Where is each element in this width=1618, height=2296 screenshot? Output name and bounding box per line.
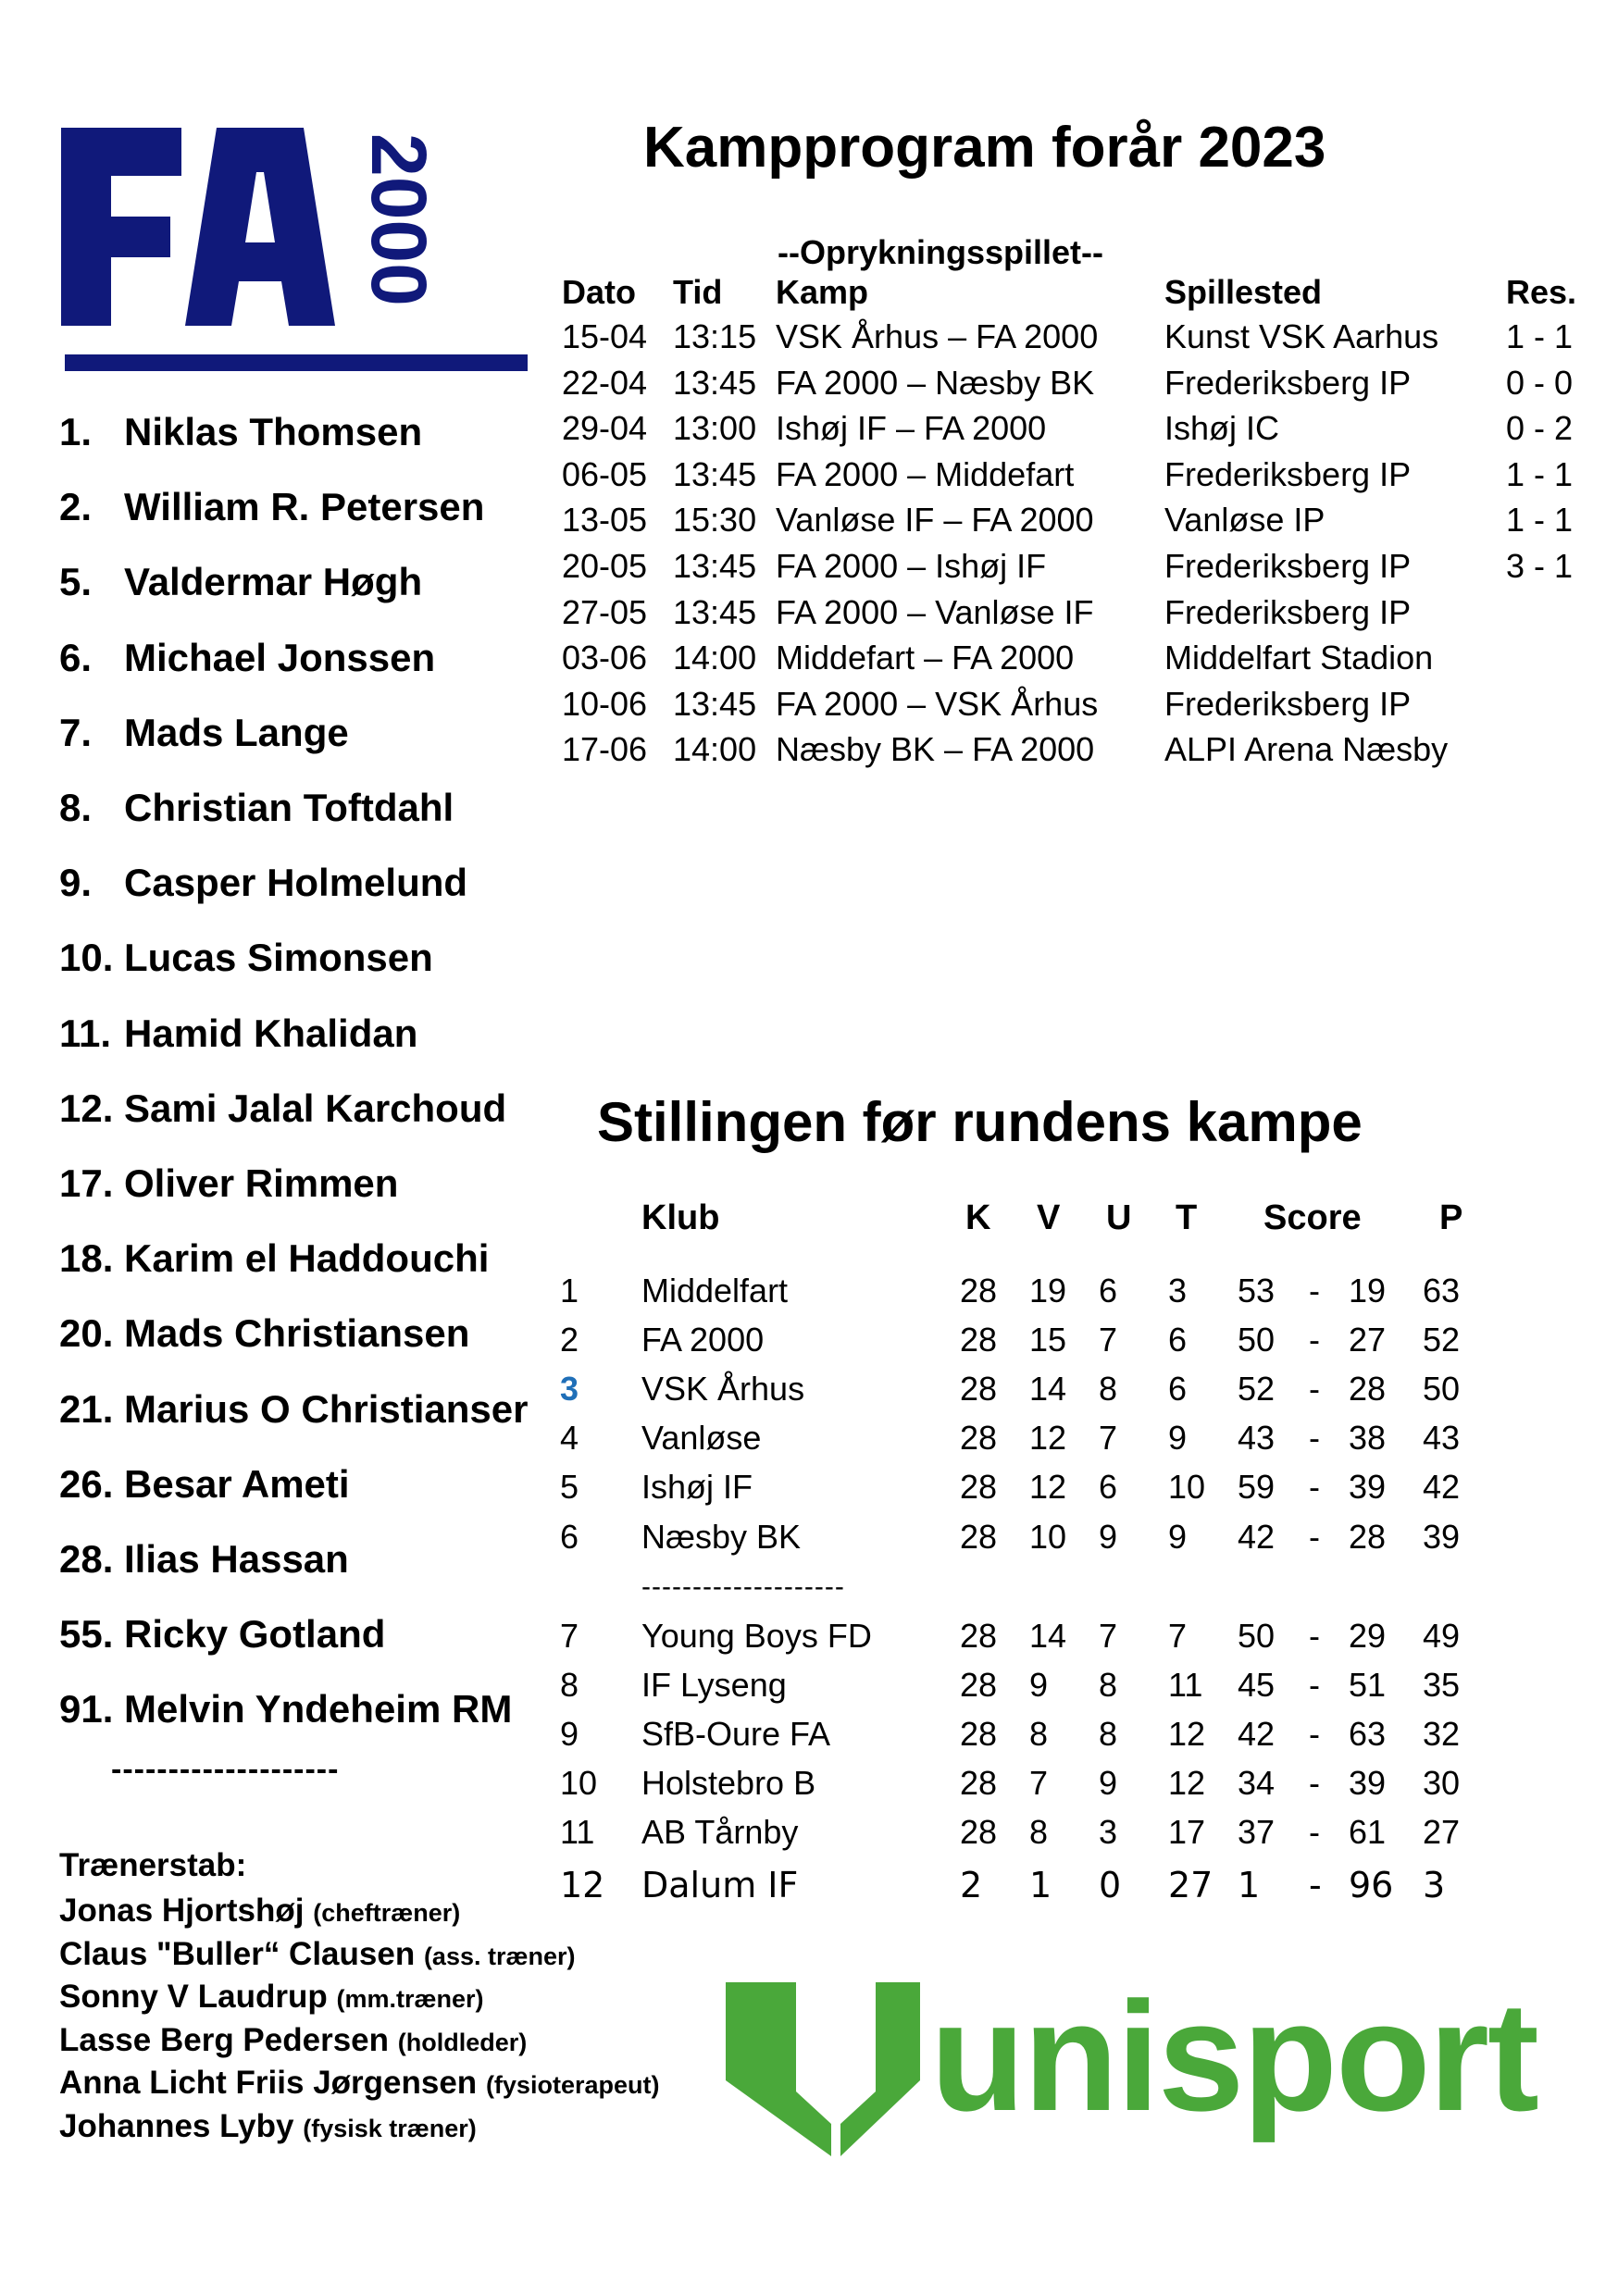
standings-p: 43 [1423, 1419, 1461, 1457]
player-name: Mads Christiansen [124, 1311, 470, 1356]
match-dato: 15-04 [562, 317, 648, 355]
standings-t: 3 [1168, 1272, 1188, 1309]
player-row [59, 1686, 512, 1732]
standings-k: 28 [960, 1468, 998, 1506]
match-tid: 13:45 [673, 592, 757, 631]
match-sted: Frederiksberg IP [1164, 547, 1412, 585]
player-row [59, 710, 349, 756]
staff-name: Johannes Lyby [59, 2107, 294, 2144]
standings-p: 50 [1423, 1370, 1461, 1408]
standings-pos: 1 [560, 1272, 579, 1309]
standings-p: 39 [1423, 1518, 1461, 1556]
standings-pos: 11 [560, 1813, 595, 1851]
standings-pos: 10 [560, 1764, 598, 1802]
schedule-subtitle: --Oprykningsspillet-- [778, 233, 1104, 271]
player-name: Ilias Hassan [124, 1537, 349, 1581]
standings-v: 1 [1029, 1865, 1052, 1905]
player-name: Christian Toftdahl [124, 786, 454, 829]
header-score: Score [1263, 1198, 1362, 1237]
standings-t: 7 [1168, 1617, 1188, 1655]
standings-klub: SfB-Oure FA [641, 1715, 831, 1753]
staff-member [59, 1934, 576, 1977]
player-number: 18. [59, 1236, 114, 1281]
match-kamp: FA 2000 – Næsby BK [776, 363, 1095, 402]
player-number: 20. [59, 1311, 114, 1356]
standings-p: 27 [1423, 1813, 1461, 1851]
header-res: Res. [1506, 273, 1577, 311]
standings-sf: 50 [1238, 1617, 1276, 1655]
match-kamp: Vanløse IF – FA 2000 [776, 501, 1094, 540]
standings-v: 9 [1029, 1666, 1049, 1704]
match-dato: 20-05 [562, 547, 648, 585]
staff-role: (holdleder) [397, 2028, 528, 2056]
standings-v: 14 [1029, 1370, 1067, 1408]
match-dato: 06-05 [562, 454, 648, 493]
standings-klub: Næsby BK [641, 1518, 802, 1556]
standings-k: 28 [960, 1617, 998, 1655]
standings-sa: 28 [1349, 1518, 1387, 1556]
header-k: K [965, 1198, 991, 1237]
match-kamp: FA 2000 – Middefart [776, 454, 1075, 493]
standings-klub: Holstebro B [641, 1764, 816, 1802]
standings-pos: 4 [560, 1419, 579, 1457]
player-number: 7. [59, 710, 93, 754]
player-name: Hamid Khalidan [124, 1011, 418, 1055]
match-sted: Frederiksberg IP [1164, 592, 1412, 631]
player-row [59, 1536, 349, 1582]
match-kamp: Middefart – FA 2000 [776, 639, 1075, 677]
standings-sa: 51 [1349, 1666, 1387, 1704]
match-dato: 22-04 [562, 363, 648, 402]
standings-pos: 12 [560, 1865, 605, 1905]
player-row [59, 1086, 506, 1132]
header-dato: Dato [562, 273, 636, 311]
player-row [59, 1235, 489, 1282]
standings-dash: - [1309, 1764, 1320, 1802]
standings-pos: 2 [560, 1321, 579, 1359]
standings-sf: 37 [1238, 1813, 1276, 1851]
header-u: U [1106, 1198, 1132, 1237]
standings-sa: 63 [1349, 1715, 1387, 1753]
staff-name: Sonny V Laudrup [59, 1979, 328, 2015]
player-name: Oliver Rimmen [124, 1161, 399, 1205]
standings-t: 12 [1168, 1715, 1206, 1753]
standings-klub: VSK Århus [641, 1370, 805, 1408]
standings-t: 11 [1168, 1666, 1203, 1704]
standings-t: 9 [1168, 1518, 1188, 1556]
standings-title: Stillingen før rundens kampe [597, 1091, 1363, 1153]
player-row [59, 935, 433, 981]
standings-sf: 45 [1238, 1666, 1276, 1704]
match-sted: Middelfart Stadion [1164, 639, 1434, 677]
staff-member [59, 2063, 659, 2105]
player-row [59, 1310, 469, 1357]
standings-pos: 3 [560, 1370, 579, 1408]
standings-sa: 96 [1349, 1865, 1394, 1905]
match-res: 0 - 2 [1506, 409, 1574, 448]
match-sted: Frederiksberg IP [1164, 454, 1412, 493]
player-row [59, 1461, 350, 1508]
standings-p: 3 [1423, 1865, 1446, 1905]
match-dato: 10-06 [562, 684, 648, 723]
player-name: William R. Petersen [124, 485, 485, 529]
player-name: Niklas Thomsen [124, 410, 423, 453]
player-name: Ricky Gotland [124, 1612, 386, 1657]
standings-v: 8 [1029, 1715, 1049, 1753]
standings-v: 8 [1029, 1813, 1049, 1851]
player-row [59, 1011, 417, 1057]
standings-k: 28 [960, 1272, 998, 1309]
match-dato: 17-06 [562, 730, 648, 769]
standings-u: 3 [1099, 1813, 1118, 1851]
staff-member [59, 2106, 477, 2149]
player-number: 21. [59, 1386, 114, 1431]
standings-pos: 5 [560, 1468, 579, 1506]
standings-dash: - [1309, 1419, 1320, 1457]
standings-k: 28 [960, 1321, 998, 1359]
standings-p: 49 [1423, 1617, 1461, 1655]
player-name: Valdermar Høgh [124, 560, 423, 604]
player-number: 91. [59, 1687, 114, 1731]
standings-sf: 52 [1238, 1370, 1276, 1408]
standings-v: 19 [1029, 1272, 1067, 1309]
staff-role: (ass. træner) [423, 1942, 576, 1970]
staff-title: Trænerstab: [59, 1847, 247, 1883]
player-name: Karim el Haddouchi [124, 1236, 490, 1281]
standings-sa: 38 [1349, 1419, 1387, 1457]
match-res: 3 - 1 [1506, 547, 1574, 585]
player-row [59, 1386, 528, 1433]
player-number: 5. [59, 560, 93, 604]
standings-sa: 19 [1349, 1272, 1387, 1309]
standings-u: 0 [1099, 1865, 1122, 1905]
standings-dash: - [1309, 1813, 1320, 1851]
standings-sa: 39 [1349, 1764, 1387, 1802]
match-res: 1 - 1 [1506, 317, 1574, 355]
match-dato: 27-05 [562, 592, 648, 631]
standings-sf: 1 [1238, 1865, 1261, 1905]
standings-v: 7 [1029, 1764, 1049, 1802]
standings-sa: 39 [1349, 1468, 1387, 1506]
standings-u: 8 [1099, 1666, 1118, 1704]
match-sted: Frederiksberg IP [1164, 363, 1412, 402]
standings-sa: 27 [1349, 1321, 1387, 1359]
player-number: 9. [59, 861, 93, 905]
standings-divider: -------------------- [641, 1571, 845, 1602]
header-klub: Klub [641, 1198, 720, 1237]
standings-klub: Ishøj IF [641, 1468, 753, 1506]
standings-u: 8 [1099, 1370, 1118, 1408]
standings-dash: - [1309, 1468, 1320, 1506]
logo-year: 2000 [355, 133, 442, 306]
standings-klub: Dalum IF [641, 1865, 799, 1905]
header-v: V [1037, 1198, 1061, 1237]
player-row [59, 409, 422, 455]
player-number: 10. [59, 936, 114, 980]
player-number: 12. [59, 1086, 114, 1130]
standings-dash: - [1309, 1715, 1320, 1753]
staff-name: Claus "Buller“ Clausen [59, 1935, 416, 1972]
player-number: 28. [59, 1537, 114, 1581]
match-dato: 13-05 [562, 501, 648, 540]
standings-klub: FA 2000 [641, 1321, 765, 1359]
standings-dash: - [1309, 1518, 1320, 1556]
standings-dash: - [1309, 1272, 1320, 1309]
logo-underline [65, 354, 528, 371]
match-kamp: Ishøj IF – FA 2000 [776, 409, 1047, 448]
standings-p: 63 [1423, 1272, 1461, 1309]
standings-u: 9 [1099, 1518, 1118, 1556]
standings-dash: - [1309, 1666, 1320, 1704]
player-name: Melvin Yndeheim RM [124, 1687, 513, 1731]
standings-klub: Young Boys FD [641, 1617, 872, 1655]
staff-role: (mm.træner) [336, 1985, 484, 2013]
staff-name: Lasse Berg Pedersen [59, 2021, 390, 2058]
staff-member [59, 2020, 527, 2063]
fa-2000-logo [61, 124, 529, 376]
standings-k: 28 [960, 1715, 998, 1753]
standings-dash: - [1309, 1370, 1320, 1408]
match-res: 1 - 1 [1506, 454, 1574, 493]
standings-p: 32 [1423, 1715, 1461, 1753]
header-t: T [1176, 1198, 1198, 1237]
standings-sf: 34 [1238, 1764, 1276, 1802]
standings-k: 28 [960, 1666, 998, 1704]
match-tid: 13:45 [673, 547, 757, 585]
standings-t: 27 [1168, 1865, 1214, 1905]
match-kamp: FA 2000 – Ishøj IF [776, 547, 1047, 585]
standings-t: 6 [1168, 1370, 1188, 1408]
standings-p: 52 [1423, 1321, 1461, 1359]
standings-u: 6 [1099, 1468, 1118, 1506]
standings-sf: 53 [1238, 1272, 1276, 1309]
player-row [59, 559, 422, 605]
player-row [59, 635, 435, 681]
standings-v: 12 [1029, 1419, 1067, 1457]
match-tid: 13:15 [673, 317, 757, 355]
player-number: 55. [59, 1612, 114, 1657]
match-kamp: FA 2000 – VSK Århus [776, 684, 1099, 723]
staff-role: (fysioterapeut) [485, 2071, 660, 2099]
player-row [59, 860, 467, 906]
player-name: Marius O Christianser [124, 1386, 529, 1431]
match-tid: 14:00 [673, 639, 757, 677]
staff-member [59, 1977, 484, 2019]
player-row [59, 1611, 385, 1657]
player-row [59, 1160, 398, 1207]
standings-t: 12 [1168, 1764, 1206, 1802]
standings-v: 14 [1029, 1617, 1067, 1655]
match-tid: 13:45 [673, 684, 757, 723]
standings-sf: 42 [1238, 1715, 1276, 1753]
header-tid: Tid [673, 273, 723, 311]
standings-k: 28 [960, 1764, 998, 1802]
match-sted: Vanløse IP [1164, 501, 1326, 540]
standings-sf: 50 [1238, 1321, 1276, 1359]
player-row [59, 484, 484, 530]
standings-v: 12 [1029, 1468, 1067, 1506]
standings-t: 10 [1168, 1468, 1206, 1506]
schedule-title: Kampprogram forår 2023 [643, 116, 1326, 180]
standings-dash: - [1309, 1865, 1322, 1905]
player-name: Michael Jonssen [124, 635, 436, 679]
standings-k: 2 [960, 1865, 983, 1905]
standings-t: 6 [1168, 1321, 1188, 1359]
standings-k: 28 [960, 1518, 998, 1556]
player-name: Sami Jalal Karchoud [124, 1086, 507, 1130]
match-sted: ALPI Arena Næsby [1164, 730, 1449, 769]
standings-u: 9 [1099, 1764, 1118, 1802]
match-kamp: Næsby BK – FA 2000 [776, 730, 1095, 769]
standings-sf: 43 [1238, 1419, 1276, 1457]
standings-u: 6 [1099, 1272, 1118, 1309]
standings-pos: 7 [560, 1617, 579, 1655]
standings-v: 15 [1029, 1321, 1067, 1359]
player-name: Casper Holmelund [124, 861, 468, 905]
match-dato: 03-06 [562, 639, 648, 677]
match-sted: Ishøj IC [1164, 409, 1280, 448]
standings-sa: 28 [1349, 1370, 1387, 1408]
roster-divider: -------------------- [111, 1752, 340, 1787]
standings-t: 17 [1168, 1813, 1206, 1851]
staff-member [59, 1891, 460, 1933]
header-kamp: Kamp [776, 273, 869, 311]
match-sted: Frederiksberg IP [1164, 684, 1412, 723]
standings-p: 35 [1423, 1666, 1461, 1704]
standings-u: 7 [1099, 1321, 1118, 1359]
staff-role: (fysisk træner) [303, 2114, 477, 2142]
standings-t: 9 [1168, 1419, 1188, 1457]
player-name: Lucas Simonsen [124, 936, 433, 980]
standings-u: 7 [1099, 1419, 1118, 1457]
standings-sa: 61 [1349, 1813, 1387, 1851]
match-tid: 13:45 [673, 363, 757, 402]
match-tid: 13:45 [673, 454, 757, 493]
sponsor-wordmark: unisport [930, 1969, 1537, 2143]
player-number: 6. [59, 635, 93, 679]
player-row [59, 785, 454, 831]
standings-p: 30 [1423, 1764, 1461, 1802]
standings-u: 7 [1099, 1617, 1118, 1655]
staff-name: Anna Licht Friis Jørgensen [59, 2065, 478, 2101]
standings-klub: AB Tårnby [641, 1813, 799, 1851]
match-tid: 14:00 [673, 730, 757, 769]
standings-p: 42 [1423, 1468, 1461, 1506]
match-sted: Kunst VSK Aarhus [1164, 317, 1439, 355]
standings-dash: - [1309, 1321, 1320, 1359]
header-p: P [1439, 1198, 1463, 1237]
staff-name: Jonas Hjortshøj [59, 1893, 305, 1929]
standings-k: 28 [960, 1419, 998, 1457]
standings-v: 10 [1029, 1518, 1067, 1556]
standings-sa: 29 [1349, 1617, 1387, 1655]
match-res: 1 - 1 [1506, 501, 1574, 540]
standings-pos: 9 [560, 1715, 579, 1753]
standings-u: 8 [1099, 1715, 1118, 1753]
player-number: 26. [59, 1461, 114, 1506]
standings-dash: - [1309, 1617, 1320, 1655]
player-number: 1. [59, 410, 93, 453]
player-number: 11. [59, 1011, 112, 1055]
staff-role: (cheftræner) [313, 1899, 461, 1927]
player-number: 8. [59, 786, 93, 829]
standings-klub: IF Lyseng [641, 1666, 787, 1704]
standings-sf: 42 [1238, 1518, 1276, 1556]
header-spillested: Spillested [1164, 273, 1323, 311]
match-dato: 29-04 [562, 409, 648, 448]
match-tid: 15:30 [673, 501, 757, 540]
standings-k: 28 [960, 1813, 998, 1851]
standings-klub: Vanløse [641, 1419, 762, 1457]
match-kamp: VSK Århus – FA 2000 [776, 317, 1099, 355]
match-kamp: FA 2000 – Vanløse IF [776, 592, 1094, 631]
match-res: 0 - 0 [1506, 363, 1574, 402]
player-name: Mads Lange [124, 710, 349, 754]
player-name: Besar Ameti [124, 1461, 350, 1506]
player-number: 2. [59, 485, 93, 529]
standings-sf: 59 [1238, 1468, 1276, 1506]
standings-pos: 8 [560, 1666, 579, 1704]
player-number: 17. [59, 1161, 114, 1205]
standings-k: 28 [960, 1370, 998, 1408]
match-tid: 13:00 [673, 409, 757, 448]
standings-klub: Middelfart [641, 1272, 789, 1309]
standings-pos: 6 [560, 1518, 579, 1556]
